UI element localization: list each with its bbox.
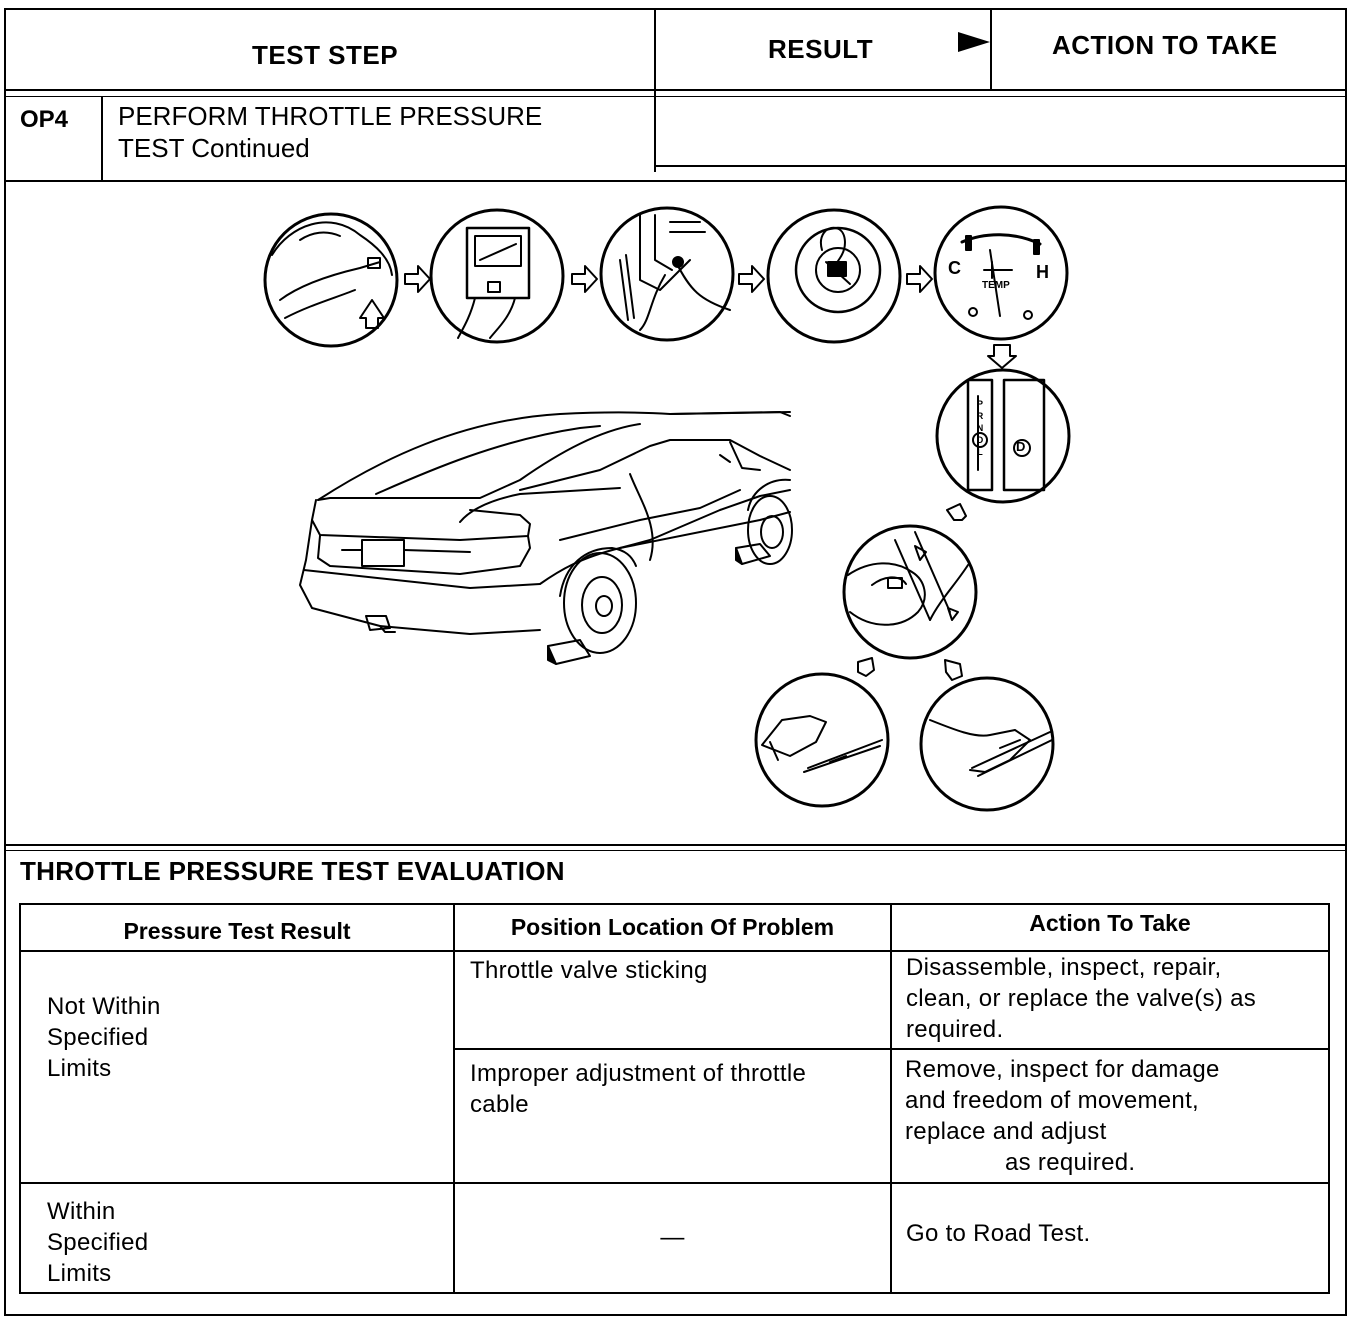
row1a-location-line: Throttle valve sticking <box>470 957 708 984</box>
row1a-action-line: clean, or replace the valve(s) as <box>906 985 1257 1012</box>
row2-location: — <box>660 1224 685 1251</box>
row2-result <box>47 1196 148 1289</box>
table-row-divider <box>19 1182 1330 1184</box>
step-image-shift-lever-hand <box>844 526 976 658</box>
arrow-icon-1 <box>405 266 430 292</box>
arrow-icon-7 <box>858 658 874 676</box>
arrow-icon-2 <box>572 266 597 292</box>
row1b-action-line: as required. <box>1005 1149 1136 1176</box>
row2-result-line: Within <box>47 1198 116 1225</box>
row1a-location <box>470 955 708 986</box>
row1b-action-line: and freedom of movement, <box>905 1087 1200 1114</box>
arrow-icon-8 <box>945 660 962 680</box>
selector-letter: L <box>977 447 983 457</box>
arrow-icon-3 <box>739 266 764 292</box>
row2-result-line: Limits <box>47 1260 112 1287</box>
gauge-label-temp: TEMP <box>982 280 1010 291</box>
step-image-foot-accelerator <box>921 678 1053 810</box>
evaluation-title: THROTTLE PRESSURE TEST EVALUATION <box>20 856 565 886</box>
header-action-to-take: ACTION TO TAKE <box>1052 30 1278 60</box>
step-title-line1: PERFORM THROTTLE PRESSURE <box>118 101 543 131</box>
row1b-location-line: Improper adjustment of throttle <box>470 1060 807 1087</box>
step-image-foot-brake <box>756 674 888 806</box>
row2-result-line: Specified <box>47 1229 149 1256</box>
row1-result-line: Specified <box>47 1024 149 1051</box>
row1a-action <box>906 952 1256 1045</box>
row1a-action-line: Disassemble, inspect, repair, <box>906 954 1222 981</box>
row1b-location-line: cable <box>470 1091 529 1118</box>
selector-display: D <box>1016 439 1026 454</box>
col-header-result: Pressure Test Result <box>123 918 351 944</box>
step-image-hose-connection <box>601 208 733 340</box>
arrow-icon-5 <box>988 345 1016 368</box>
arrow-icon-4 <box>907 266 932 292</box>
col-header-location: Position Location Of Problem <box>510 914 835 940</box>
selector-letters <box>974 398 986 458</box>
row1a-action-line: required. <box>906 1016 1004 1043</box>
row1-result <box>47 991 161 1084</box>
col-header-action: Action To Take <box>1029 910 1191 936</box>
row1-result-line: Limits <box>47 1055 112 1082</box>
gauge-label-cold: C <box>948 258 961 278</box>
row2-action: Go to Road Test. <box>906 1220 1091 1247</box>
row1b-action-line: replace and adjust <box>905 1118 1107 1145</box>
step-image-shift-selector <box>937 370 1069 502</box>
header-result: RESULT <box>768 34 874 64</box>
step-id: OP4 <box>20 106 69 133</box>
header-test-step: TEST STEP <box>252 40 399 70</box>
selector-letter: P <box>976 399 983 409</box>
step-image-hand-lever <box>265 214 397 346</box>
gauge-label-hot: H <box>1036 262 1049 282</box>
arrow-icon-6 <box>947 504 966 520</box>
step-image-ignition-switch <box>768 210 900 342</box>
table-col-divider-2 <box>890 903 892 1294</box>
selector-letter: D <box>976 435 984 445</box>
illustration-bottom-thin-line <box>4 850 1347 851</box>
row1b-location <box>470 1058 806 1120</box>
row1b-action-line: Remove, inspect for damage <box>905 1056 1220 1083</box>
step-image-pressure-gauge <box>431 210 563 342</box>
step-title-line2: TEST Continued <box>118 133 310 163</box>
row1-result-line: Not Within <box>47 993 161 1020</box>
table-subrow-divider <box>453 1048 1330 1050</box>
illustration-bottom-line <box>4 844 1347 846</box>
selector-letter: N <box>976 423 984 433</box>
row1b-action <box>905 1054 1220 1178</box>
selector-letter: R <box>976 411 984 421</box>
car-illustration <box>300 412 792 664</box>
